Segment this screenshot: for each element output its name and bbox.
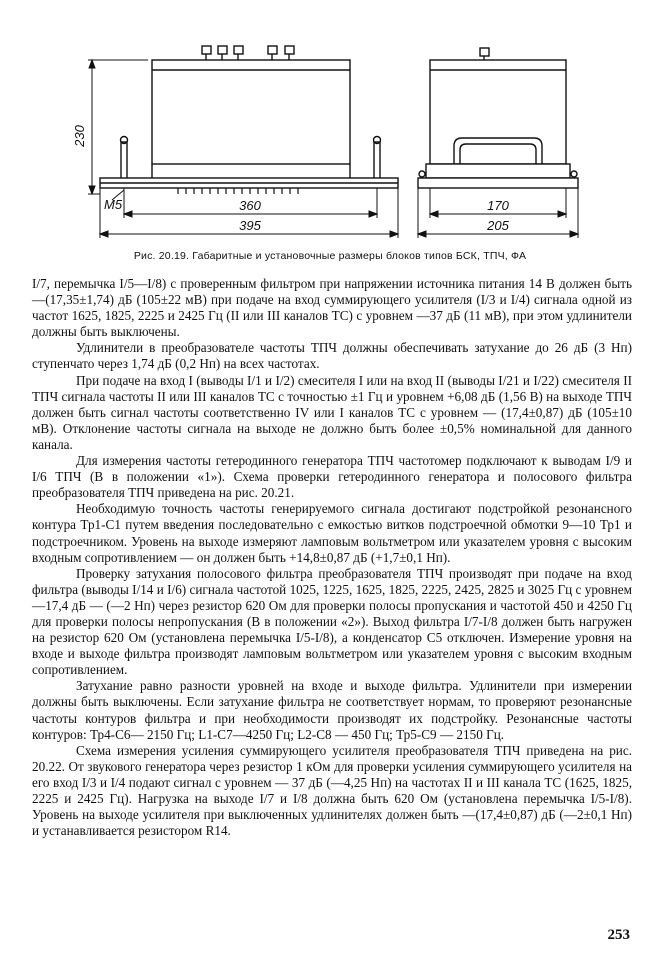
front-knobs <box>202 46 294 60</box>
side-cover <box>430 60 566 164</box>
paragraph: Проверку затухания полосового фильтра преобразователя ТПЧ производят при подаче на вход фильтра (выводы I/14 и I/6) сигнала частотой 1025, 1225, 1625, 1825, 2225, 2425, 2825 и 3025 Гц с уровнем —17,4 дБ — (—2 Нп) через резистор 620 Ом для проверки полосы пропускания и частотой 450 и 4250 Гц для проверки полосы непропускания (В в положении «2»). Выход фильтра I/7-I/8 должен быть нагружен на резистор 620 Ом (установлена перемычка I/5-I/8), а конденсатор С5 отключен. Измерение уровня на входе и выходе фильтра производят ламповым вольтметром или указателем уровня с высоким входным сопротивлением. <box>32 565 632 678</box>
page-number: 253 <box>607 927 630 943</box>
paragraph: I/7, перемычка I/5—I/8) с проверенным фильтром при напряжении источника питания 14 В должен быть —(17,35±1,74) дБ (105±22 мВ) при подаче на вход суммирующего усилителя (I/3 и I/4) сигнала одной из частот 1625, 1825, 2225 и 2425 Гц (II или III каналов ТС) с уровнем —37 дБ (11 мВ), при этом удлинители должны быть выключены. <box>32 276 632 340</box>
dimension-drawing <box>60 18 600 268</box>
side-knobs <box>480 48 489 60</box>
dimension-drawing-svg <box>60 18 600 268</box>
paragraph: Схема измерения усиления суммирующего усилителя преобразователя ТПЧ приведена на рис. 20.22. От звукового генератора через резистор 1 кОм для проверки усиления суммирующего усилителя на его вход I/3 и I/4 подают сигнал с уровнем — 37 дБ (—4,25 Нп) на частотах II и III канала ТС (1625, 1825, 2225 и 2425 Гц). Нагрузка на выходе I/7 и I/8 должна быть 620 Ом (установлена перемычка I/5-I/8). Уровень на выходе усилителя при выключенных удлинителях должен быть —(17,4±0,87) дБ (—2±0,1 Нп) и устанавливается резистором R14. <box>32 742 632 839</box>
paragraph: Удлинители в преобразователе частоты ТПЧ должны обеспечивать затухание до 26 дБ (3 Нп) ступенчато через 1,74 дБ (0,2 Нп) на всех частотах. <box>32 340 632 372</box>
front-cover <box>152 60 350 164</box>
paragraph: Для измерения частоты гетеродинного генератора ТПЧ частотомер подключают к выводам I/9 и I/6 ТПЧ (В в положении «1»). Схема проверки гетеродинного генератора и полосового фильтра преобразователя ТПЧ приведена на рис. 20.21. <box>32 453 632 501</box>
dim-front-inner-label: 360 <box>239 198 261 213</box>
body-text <box>32 276 632 839</box>
dim-height-label: 230 <box>72 125 87 147</box>
dim-mount-label: M5 <box>104 197 123 212</box>
paragraph: Необходимую точность частоты генерируемого сигнала достигают подстройкой резонансного контура Тр1-С1 путем введения последовательно с емкостью витков подстроечной обмотки 9—10 Тр1 и подстроечником. Уровень на выходе измеряют ламповым вольтметром или указателем уровня с высоким входным сопротивлением — он должен быть +14,8±0,87 дБ (+1,7±0,1 Нп). <box>32 501 632 565</box>
dim-front-outer-label: 395 <box>239 218 261 233</box>
paragraph: При подаче на вход I (выводы I/1 и I/2) смесителя I или на вход II (выводы I/21 и I/22) смесителя II ТПЧ сигнала частоты II или III каналов ТС с точностью ±1 Гц и уровнем +6,08 дБ (1,56 В) на выходе ТПЧ должен быть сигнал частоты соответственно IV или I каналов ТС с уровнем — (17,4±0,87) дБ (105±10 мВ). Отклонение частоты сигнала на выходе не должно быть более ±0,5% номинальной для данного канала. <box>32 372 632 452</box>
dim-side-outer-label: 205 <box>487 218 509 233</box>
connector-pins <box>178 188 298 194</box>
dim-side-inner-label: 170 <box>487 198 509 213</box>
height-dimension <box>88 60 148 194</box>
paragraph: Затухание равно разности уровней на входе и выходе фильтра. Удлинители при измерении должны быть выключены. Если затухание фильтра не соответствует нормам, то проверяют резонансные частоты контуров фильтра и при необходимости производят их подстройку. Резонансные частоты контуров: Тр4-С6— 2150 Гц; L1-C7—4250 Гц; L2-C8 — 450 Гц; Тр5-С9 — 2150 Гц. <box>32 678 632 742</box>
figure-caption: Рис. 20.19. Габаритные и установочные размеры блоков типов БСК, ТПЧ, ФА <box>133 250 527 262</box>
